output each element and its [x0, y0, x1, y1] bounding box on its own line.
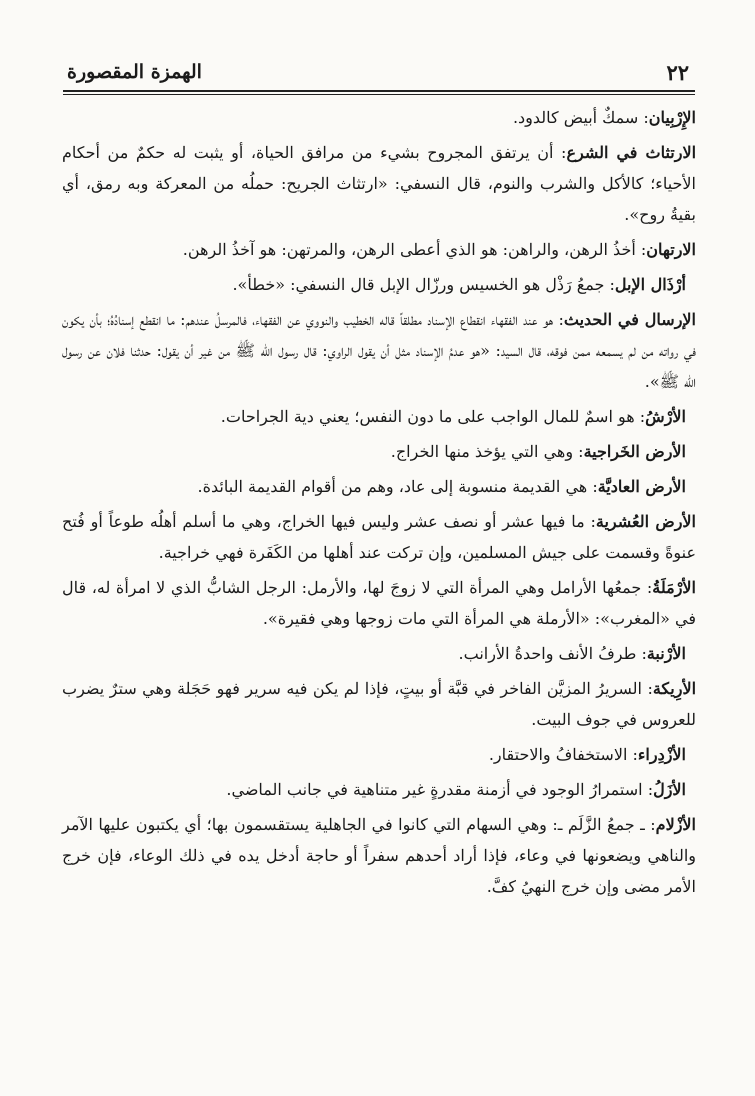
page-header — [63, 54, 693, 88]
entry-ard-kharajiya — [62, 436, 696, 467]
entry-definition: : جمعُها الأرامل وهي المرأة التي لا زوجَ لها، والأرمل: الرجل الشابُّ الذي لا امرأة له، قال في «المغرب»: «الأرملة هي المرأة التي مات زوجها وهي فقيرة». — [62, 578, 696, 628]
entry-term: الإرسال في الحديث — [563, 310, 696, 329]
entry-definition: : هي القديمة منسوبة إلى عاد، وهم من أقوام القديمة البائدة. — [197, 477, 598, 496]
entry-izdira — [62, 739, 696, 770]
entry-term: الأزَلُ — [653, 780, 686, 799]
entry-irtihan — [62, 234, 696, 265]
entry-term: الأرض العاديَّة — [597, 477, 686, 496]
entry-definition: : سمكٌ أبيض كالدود. — [512, 108, 649, 127]
entry-term: الأرض العُشرية — [595, 512, 696, 531]
entry-arika — [62, 673, 696, 735]
entry-term: الأزْلام — [655, 815, 696, 834]
page-number: ٢٢ — [666, 60, 689, 85]
entry-definition: : استمرارُ الوجود في أزمنة مقدرةٍ غير متناهية في جانب الماضي. — [226, 780, 654, 799]
entry-ard-adiya — [62, 471, 696, 502]
entry-term: أرْذَال الإبل — [614, 275, 686, 294]
entry-irtithath — [62, 137, 696, 230]
header-rule-thin — [63, 94, 695, 95]
entry-azal — [62, 774, 696, 805]
entry-term: الأرْشُ — [645, 407, 686, 426]
entry-term: الإِرْبِيان — [648, 108, 696, 127]
entry-definition: : أخذُ الرهن، والراهن: هو الذي أعطى الرهن، والمرتهن: هو آخذُ الرهن. — [182, 240, 647, 259]
entry-definition: : السريرُ المزيَّن الفاخر في قبَّة أو بيتٍ، فإذا لم يكن فيه سرير فهو حَجَلة وهي سترٌ يضرب للعروس في جوف البيت. — [62, 679, 696, 729]
entry-subterm: في الشرع — [566, 143, 646, 162]
running-title: الهمزة المقصورة — [67, 61, 202, 83]
entry-definition: : ما فيها عشر أو نصف عشر وليس فيها الخراج، وهي ما أسلم أهلُه طوعاً أو فُتح عنوةً وقسمت على جيش المسلمين، وإن تركت عند أهلها من الكَفَرة فهي خراجية. — [62, 512, 696, 562]
entry-term: الأرِيكة — [652, 679, 697, 698]
entry-definition: : وهي التي يؤخذ منها الخراج. — [390, 442, 584, 461]
entry-term: الأرض الخَراجية — [583, 442, 686, 461]
entry-term: الأرْمَلَةُ — [652, 578, 696, 597]
header-rule-thick — [63, 90, 695, 92]
entry-definition: : هو عند الفقهاء انقطاع الإسناد مطلقاً قاله الخطيب والنووي عن الفقهاء، فالمرسلُ عندهم: ما انقطع إسنادُهُ؛ بأن يكون في رواته من لم يسمعه ممن فوقه، قال السيد: «هو عدمُ الإسناد مثل أن يقول الراوي: قال رسول الله ﷺ من غير أن يقول: حدثنا فلان عن رسول الله ﷺ». — [62, 310, 697, 391]
entry-ard-ushriya — [62, 506, 696, 568]
entry-definition: : أن يرتفق المجروح بشيء من مرافق الحياة، أو يثبت له حكمٌ من أحكام الأحياء؛ كالأكل والشرب والنوم، قال النسفي: «ارتثاث الجريح: حملُه من المعركة وبه رمق، أي بقيةُ روح». — [62, 143, 696, 224]
entry-definition: : الاستخفافُ والاحتقار. — [488, 745, 638, 764]
entry-definition: : طرفُ الأنف واحدةُ الأرانب. — [458, 644, 647, 663]
entry-ardhal-ibil — [62, 269, 696, 300]
entry-arnaba — [62, 638, 696, 669]
entry-armala — [62, 572, 696, 634]
entry-term: الأزْدِراء — [637, 745, 686, 764]
entry-definition: : ـ جمعُ الزَّلَم ـ: وهي السهام التي كانوا في الجاهلية يستقسمون بها؛ أي يكتبون عليها الآمر والناهي ويضعونها في وعاء، فإذا أراد أحدهم سفراً أو حاجة أدخل يده في ذلك الوعاء، فإن خرج الأمر مضى وإن خرج النهيُ كفَّ. — [62, 815, 696, 896]
entry-term: الأرْنبة — [646, 644, 686, 663]
entry-irbiyan — [62, 102, 696, 133]
entry-arsh — [62, 401, 696, 432]
entry-irsal-hadith — [62, 304, 696, 397]
entry-azlam — [62, 809, 696, 902]
entry-term: الارتثاث — [645, 143, 697, 162]
entry-definition: : هو اسمٌ للمال الواجب على ما دون النفس؛ يعني دية الجراحات. — [220, 407, 646, 426]
entry-term: الارتهان — [646, 240, 696, 259]
entry-definition: : جمعُ رَذْل هو الخسيس ورزّال الإبل قال النسفي: «خطأ». — [232, 275, 615, 294]
glossary-entries — [62, 102, 696, 906]
